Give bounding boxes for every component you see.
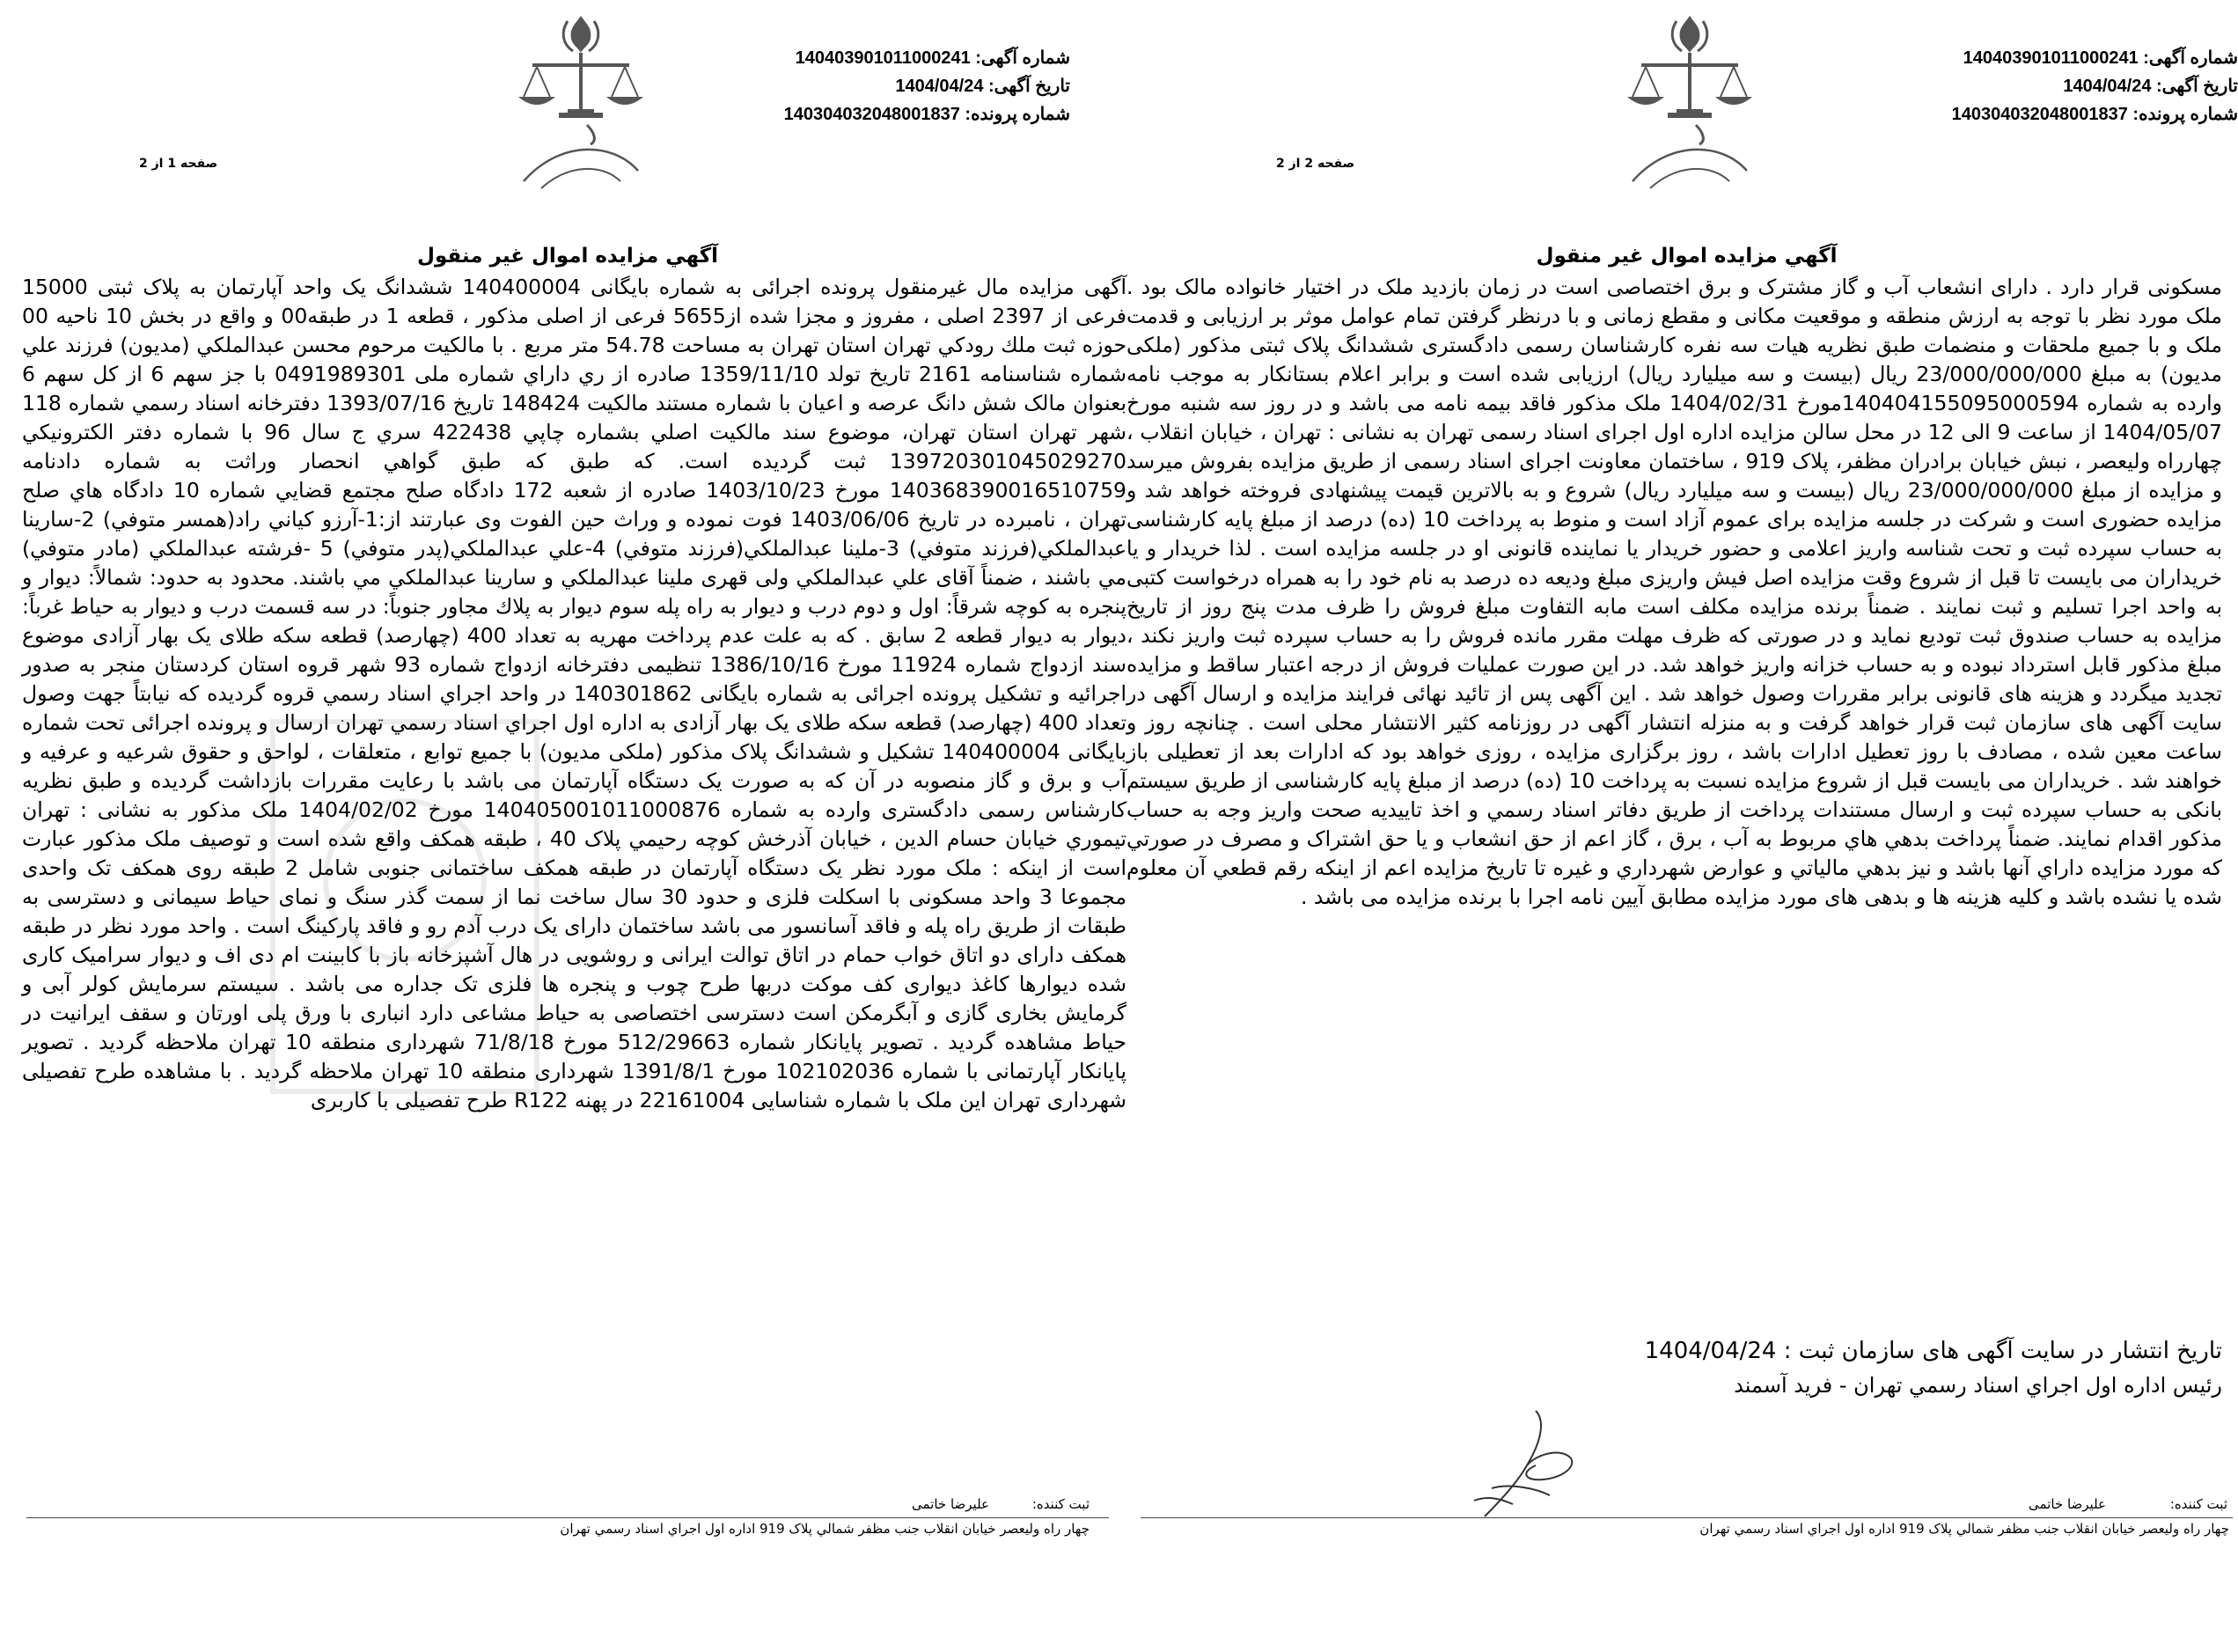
notice-date-row	[542, 72, 1070, 100]
registrar-label: ثبت کننده:	[1031, 1496, 1090, 1512]
notice-number-label: شماره آگهی:	[975, 48, 1070, 68]
page-indicator: صفحه 2 از 2	[1276, 157, 1355, 171]
notice-date-label: تاریخ آگهی:	[988, 77, 1070, 96]
file-number-label: شماره پرونده:	[965, 105, 1070, 124]
notice-meta	[1710, 44, 2238, 128]
notice-date: 1404/04/24	[895, 77, 984, 96]
notice-page-2-of-2	[1126, 0, 2238, 1652]
office-address: چهار راه ولیعصر خیابان انقلاب جنب مظفر شمالي پلاک 919 اداره اول اجراي اسناد رسمي تهران	[1699, 1521, 2229, 1537]
notice-meta	[542, 44, 1070, 128]
notice-number: 140403901011000241	[1963, 48, 2139, 68]
file-number: 140304032048001837	[783, 105, 960, 124]
watermark-icon	[238, 704, 572, 1109]
office-address: چهار راه ولیعصر خیابان انقلاب جنب مظفر شمالي پلاک 919 اداره اول اجراي اسناد رسمي تهران	[560, 1521, 1090, 1537]
notice-title: آگهي مزايده اموال غير منقول	[1536, 245, 1838, 268]
file-number-row	[542, 100, 1070, 128]
publish-date-line: تاریخ انتشار در سایت آگهی های سازمان ثبت : 1404/04/24	[1644, 1338, 2222, 1364]
page-indicator: صفحه 1 از 2	[139, 157, 218, 171]
notice-date-label: تاریخ آگهی:	[2156, 77, 2238, 96]
file-number: 140304032048001837	[1951, 105, 2128, 124]
file-number-row	[1710, 100, 2238, 128]
registrar-name: علیرضا خاتمی	[912, 1496, 989, 1512]
registrar-name: علیرضا خاتمی	[2029, 1496, 2106, 1512]
notice-number-row	[1710, 44, 2238, 72]
notice-number-row	[542, 44, 1070, 72]
notice-number: 140403901011000241	[795, 48, 971, 68]
notice-number-label: شماره آگهی:	[2143, 48, 2238, 68]
notice-body: مسکونی قرار دارد . دارای انشعاب آب و گاز مشترک و برق اختصاصی است در زمان بازدید ملک در اختیار خانواده مالک بود . ملک مورد نظر با توجه به ارزش منطقه و موقعیت مکانی و مقطع زمانی و با درنظر گرفتن تمام عوامل موثر بر ارزیابی و قدمت ملک و با جمیع ملحقات و منضمات طبق نظریه هیات سه نفره کارشناسان رسمی دادگستری ششدانگ پلاک ثبتی مذکور (ملکی مدیون) به مبلغ 23/000/000/000 ریال (بیست و سه میلیارد ریال) ارزیابی شده است و برابر اعلام بستانکار به موجب نامه وارده به شماره 140404155095000594مورخ 1404/02/31 ملک مذکور فاقد بیمه نامه می باشد و در روز سه شنبه مورخ 1404/05/07 از ساعت 9 الی 12 در محل سالن مزایده اداره اول اجرای اسناد رسمی تهران به نشانی : تهران ، خیابان انقلاب ، چهارراه ولیعصر ، نبش خیابان برادران مظفر، پلاک 919 ، ساختمان معاونت اجرای اسناد رسمی از طریق مزایده بفروش میرسد و مزایده از مبلغ 23/000/000/000 ریال (بیست و سه میلیارد ریال) شروع و به بالاترین قیمت پیشنهادی فروخته خواهد شد و مزایده حضوری است و شرکت در جلسه مزایده برای عموم آزاد است و منوط به پرداخت 10 (ده) درصد از مبلغ پایه کارشناسی به حساب سپرده ثبت و تحت شناسه واریز اعلامی و حضور خریدار یا نماینده قانونی او در جلسه مزایده است . لذا خریدار و یا خریداران می بایست تا قبل از شروع وقت مزایده اصل فیش واریزی مبلغ ودیعه ده درصد به نام خود را به همراه درخواست کتبی به واحد اجرا تسلیم و ثبت نمایند . ضمناً برنده مزایده مکلف است مابه التفاوت مبلغ فروش را ظرف مدت پنج روز از تاریخ مزایده به حساب صندوق ثبت تودیع نماید و در صورتی که ظرف مهلت مقرر مانده فروش را به حساب سپرده ثبت واریز نکند ، مبلغ مذکور قابل استرداد نبوده و به حساب خزانه واریز خواهد شد. در این صورت عملیات فروش از درجه اعتبار ساقط و مزایده تجدید میگردد و هزینه های قانونی برابر مقررات وصول خواهد شد . این آگهی پس از تائید نهائی فرایند مزایده و ارسال آگهی در سایت آگهی های سازمان ثبت قرار خواهد گرفت و به منزله انتشار آگهی در روزنامه کثیر الانتشار محلی است . چنانچه روز و ساعت معین شده ، مصادف با روز تعطیل ادارات باشد ، روز برگزاری مزایده ، روزی خواهد بود که ادارات بعد از تعطیلی باز خواهند شد . خریداران می بایست قبل از شروع مزایده نسبت به پرداخت 10 (ده) درصد از مبلغ پایه کارشناسی از طریق سیستم بانکی به حساب سپرده ثبت و ارسال مستندات پرداخت از طریق دفاتر اسناد رسمي و اخذ تاييديه صحت واريز وجه به حساب مذکور اقدام نمایند. ضمناً پرداخت بدهي هاي مربوط به آب ، برق ، گاز اعم از حق انشعاب و يا حق اشتراک و مصرف در صورتي که مورد مزايده داراي آنها باشد و نيز بدهي مالياتي و عوارض شهرداري و غيره تا تاريخ مزايده اعم از اينکه رقم قطعي آن معلوم شده يا نشده باشد و کليه هزينه ها و بدهی های مورد مزایده مطابق آیین نامه اجرا با برنده مزایده می باشد .	[1126, 275, 2222, 909]
footer-divider	[1141, 1517, 2233, 1518]
registrar-label: ثبت کننده:	[2169, 1496, 2227, 1512]
notice-date-row	[1710, 72, 2238, 100]
file-number-label: شماره پرونده:	[2132, 105, 2238, 124]
office-head-line: رئیس اداره اول اجراي اسناد رسمي تهران - فرید آسمند	[1734, 1373, 2222, 1398]
notice-date: 1404/04/24	[2063, 77, 2152, 96]
handwritten-signature-icon	[1439, 1404, 1597, 1527]
notice-title: آگهي مزايده اموال غير منقول	[416, 245, 719, 268]
footer-divider	[26, 1517, 1109, 1518]
notice-body: آگهی مزایده مال غیرمنقول پرونده اجرائی به شماره بایگانی 140400004 ششدانگ یک واحد آپارتمان به پلاک ثبتی 15000 فرعی از 2397 اصلی ، مفروز و مجزا شده از5655 فرعی از اصلی مذکور ، قطعه 1 در طبقه00 و واقع در بخش 10 ناحیه 00 حوزه ثبت ملك رودكي تهران استان تهران به مساحت 54.78 متر مربع . با مالکيت مرحوم محسن عبدالملكي (مديون) فرزند علي شماره شناسنامه 2161 تاريخ تولد 1359/11/10 صادره از ري داراي شماره ملی 0491989301 با جز سهم 6 از کل سهم 6 بعنوان مالک شش دانگ عرصه و اعيان با شماره مستند مالكيت 148424 تاريخ 1393/07/16 دفترخانه اسناد رسمي شماره 118 شهر تهران استان تهران، موضوع سند مالكيت اصلي بشماره چاپي 422438 سري ج سال 96 با شماره دفتر الكترونيكي 139720301045029270 ثبت گرديده است. كه طبق كه طبق گواهي انحصار وراثت به شماره دادنامه 140368390016510759 مورخ 1403/10/23 صادره از شعبه 172 دادگاه صلح مجتمع قضايي شماره 10 دادگاه هاي صلح تهران ، نامبرده در تاريخ 1403/06/06 فوت نموده و وراث حين الفوت وی عبارتند از:1-آرزو كياني راد(همسر متوفي) 2-سارينا عبدالملكي(فرزند متوفي) 3-ملينا عبدالملكي(فرزند متوفي) 4-علي عبدالملكي(پدر متوفي) 5 -فرشته عبدالملكي (مادر متوفي) مي باشند ، ضمناً آقای علي عبدالملكي ولی قهری ملينا عبدالملكي و سارينا عبدالملكي مي باشند. محدود به حدود: شمالاً: ديوار و پنجره به كوچه شرقاً: اول و دوم درب و ديوار به راه پله سوم ديوار به پلاك مجاور جنوباً: در سه قسمت درب و ديوار به حياط غرباً: ديوار به ديوار قطعه 2 سابق . كه به علت عدم پرداخت مهريه به تعداد 400 (چهارصد) قطعه سكه طلای يک بهار آزادی موضوع سند ازدواج شماره 11924 مورخ 1386/10/16 تنظيمی دفترخانه ازدواج شماره 93 شهر قروه استان كردستان منجر به صدور اجرائيه و تشکيل پرونده اجرائی به شماره بايگانی 140301862 در واحد اجراي اسناد رسمي قروه گرديده كه نيابتاً جهت وصول تعداد 400 (چهارصد) قطعه سكه طلای يک بهار آزادی به اداره اول اجراي اسناد رسمي تهران ارسال و پرونده اجرائی تحت شماره بايگانی 140400004 تشكيل و ششدانگ پلاک مذکور (ملکی مدیون) با جمیع توابع ، متعلقات ، لواحق و حقوق شرعیه و عرفیه و آب و برق و گاز منصوبه در آن که به صورت یک دستگاه آپارتمان می باشد با رعایت مقررات بازداشت گردیده و طبق نظریه کارشناس رسمی دادگستری وارده به شماره 140405001011000876 مورخ 1404/02/02 ملک مذکور به نشانی : تهران تیموري خیابان حسام الدین ، خیابان آذرخش کوچه رحیمي پلاک 40 ، طبقه همکف واقع شده است و توصیف ملک مذکور عبارت است از اینکه : ملک مورد نظر یک دستگاه آپارتمان در طبقه همکف ساختمانی جنوبی شامل 2 طبقه روی همکف تک واحدی مجموعا 3 واحد مسکونی با اسکلت فلزی و حدود 30 سال ساخت نما از سمت گذر سنگ و نمای حیاط سیمانی و دسترسی به طبقات از طریق راه پله و فاقد آسانسور می باشد ساختمان دارای یک درب آدم رو و فاقد پارکینگ است . واحد مورد نظر در طبقه همکف دارای دو اتاق خواب حمام در اتاق توالت ایرانی و روشویی در هال آشپزخانه باز با کابینت ام دی اف و دیوار سرامیک کاری شده دیوارها کاغذ دیواری کف موکت دربها طرح چوب و پنجره ها فلزی تک جداره می باشد . سیستم سرمایش کولر آبی و گرمایش بخاری گازی و آبگرمکن است دسترسی اختصاصی به حیاط مشاعی دارد انباری با ورق پلی اورتان و سقف ایرانیت در حیاط مشاهده گردید . تصویر پایانکار شماره 512/29663 مورخ 71/8/18 شهرداری منطقه 10 تهران ملاحظه گردید . تصویر پایانکار آپارتمانی با شماره 102102036 مورخ 1391/8/1 شهرداری منطقه 10 تهران ملاحظه گردید . با مشاهده طرح تفصیلی شهرداری تهران این ملک با شماره شناسایی 22161004 در پهنه R122 طرح تفصیلی با کاربری	[22, 275, 1127, 1112]
